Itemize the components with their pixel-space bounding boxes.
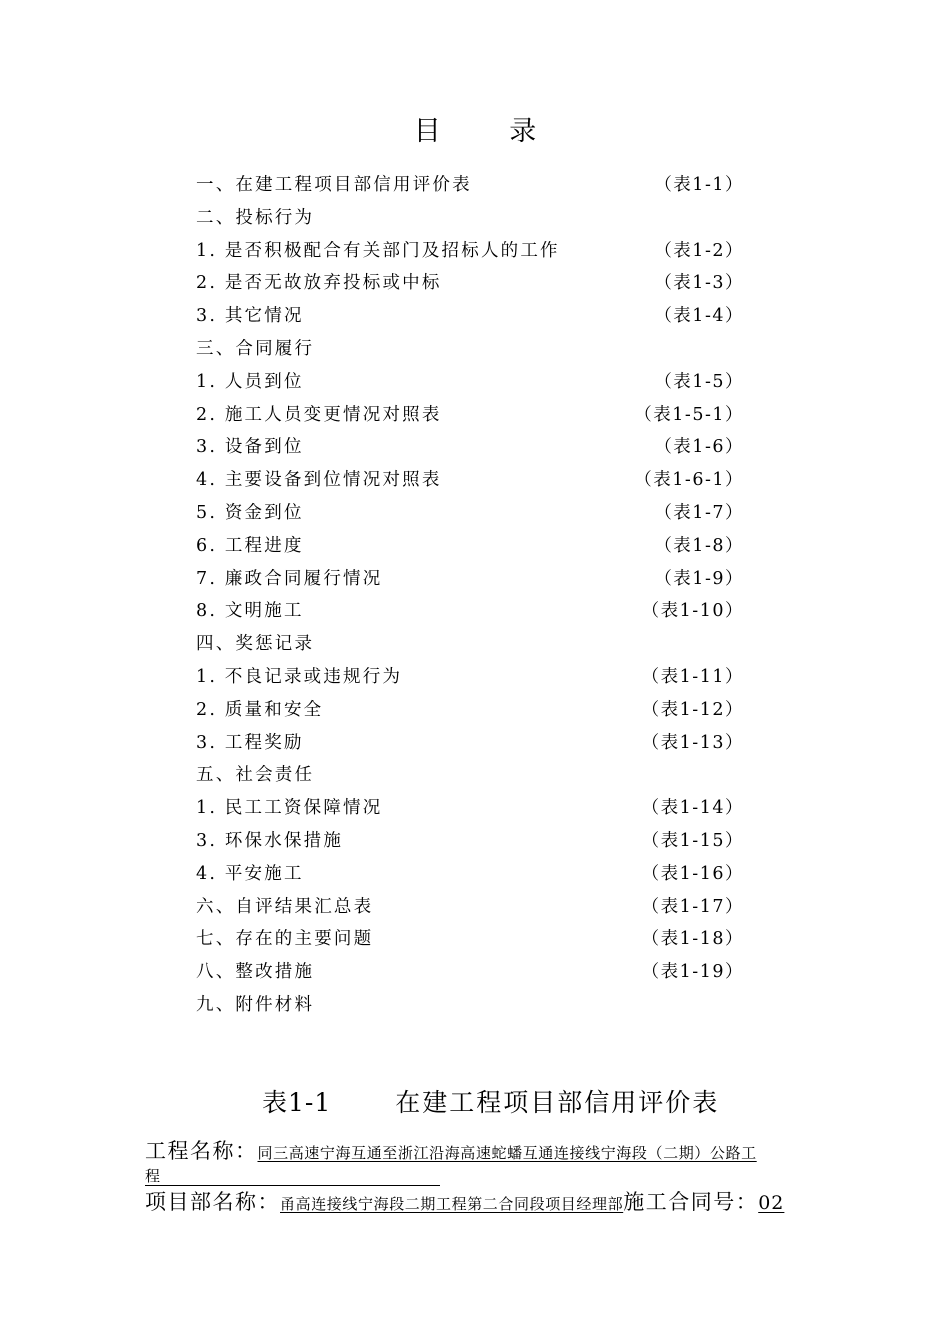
toc-item-label: 3. 其它情况 [196,306,304,327]
toc-item-table-ref: （表1-15） [641,830,744,851]
toc-item-table-ref: （表1-3） [654,273,744,294]
toc-item-label: 1. 人员到位 [196,371,304,392]
toc-item-label: 3. 工程奖励 [196,732,304,753]
toc-item [196,464,766,497]
dept-name-label: 项目部名称： [145,1190,280,1214]
toc-item-table-ref: （表1-9） [654,568,744,589]
toc-item-label: 五、社会责任 [196,765,315,786]
toc-item-table-ref: （表1-17） [641,896,744,917]
toc-item-table-ref: （表1-1） [654,175,744,195]
toc-item [196,169,766,202]
toc-item [196,989,766,1022]
toc-item [196,202,766,235]
toc-item [196,530,766,563]
toc-item-table-ref: （表1-5-1） [634,404,744,425]
toc-item-label: 4. 平安施工 [196,863,304,884]
project-name-value: 同三高速宁海互通至浙江沿海高速蛇蟠互通连接线宁海段（二期）公路工 [257,1144,757,1162]
toc-item [196,858,766,891]
toc-item-label: 八、整改措施 [196,962,315,983]
toc-item-label: 3. 环保水保措施 [196,830,344,851]
toc-item [196,333,766,366]
toc-item [196,595,766,628]
toc-item-table-ref: （表1-8） [654,535,744,556]
toc-item-label: 七、存在的主要问题 [196,929,374,950]
toc-item-table-ref: （表1-13） [641,732,744,753]
toc-item-table-ref: （表1-19） [641,962,744,983]
toc-item-table-ref: （表1-4） [654,306,744,327]
table-number: 表1-1 [262,1088,332,1117]
toc-item-table-ref: （表1-11） [641,666,744,687]
toc-item-label: 1. 是否积极配合有关部门及招标人的工作 [196,240,560,261]
toc-item-label: 1. 不良记录或违规行为 [196,666,403,687]
toc-item-table-ref: （表1-6-1） [634,470,744,491]
toc-item [196,825,766,858]
toc-item-table-ref: （表1-18） [641,929,744,950]
toc-item [196,267,766,300]
toc-item-label: 2. 是否无故放弃投标或中标 [196,273,442,294]
toc-item [196,923,766,956]
table-of-contents [196,169,766,1022]
toc-item-table-ref: （表1-7） [654,502,744,523]
toc-item-label: 2. 质量和安全 [196,699,324,720]
dept-name-value: 甬高连接线宁海段二期工程第二合同段项目经理部 [280,1195,624,1213]
toc-item-label: 5. 资金到位 [196,502,304,523]
project-name-value-wrap: 程 [145,1167,161,1185]
toc-item [196,759,766,792]
toc-item-label: 一、在建工程项目部信用评价表 [196,175,472,195]
toc-item [196,792,766,825]
toc-item [196,563,766,596]
toc-item-label: 7. 廉政合同履行情况 [196,568,383,589]
toc-item-table-ref: （表1-6） [654,437,744,458]
toc-item-label: 九、附件材料 [196,994,315,1015]
table-heading [262,1085,719,1121]
toc-item-table-ref: （表1-5） [654,371,744,392]
toc-item [196,497,766,530]
project-name-line [145,1136,825,1168]
toc-item [196,366,766,399]
toc-item-label: 4. 主要设备到位情况对照表 [196,470,442,491]
toc-item-table-ref: （表1-16） [641,863,744,884]
toc-item-label: 四、奖惩记录 [196,634,315,655]
toc-item [196,628,766,661]
toc-item-table-ref: （表1-10） [641,601,744,622]
toc-item-label: 六、自评结果汇总表 [196,896,374,917]
toc-item [196,431,766,464]
toc-item-table-ref: （表1-2） [654,240,744,261]
project-name-label: 工程名称： [145,1139,258,1163]
toc-item [196,956,766,989]
toc-item [196,727,766,760]
contract-no-label: 施工合同号： [623,1190,759,1214]
dept-line [145,1186,784,1220]
toc-item [196,235,766,268]
toc-item [196,300,766,333]
toc-item-label: 8. 文明施工 [196,601,304,622]
toc-item-label: 3. 设备到位 [196,437,304,458]
toc-item-label: 二、投标行为 [196,207,315,228]
toc-item-label: 6. 工程进度 [196,535,304,556]
toc-item [196,891,766,924]
toc-item-label: 2. 施工人员变更情况对照表 [196,404,442,425]
toc-item-table-ref: （表1-14） [641,798,744,819]
contract-no-value: 02 [758,1192,785,1214]
table-name: 在建工程项目部信用评价表 [395,1088,720,1117]
toc-item [196,399,766,432]
toc-item-label: 1. 民工工资保障情况 [196,798,383,819]
toc-item-label: 三、合同履行 [196,338,315,359]
toc-item-table-ref: （表1-12） [641,699,744,720]
toc-title: 目 录 [413,116,567,147]
toc-item [196,694,766,727]
toc-item [196,661,766,694]
